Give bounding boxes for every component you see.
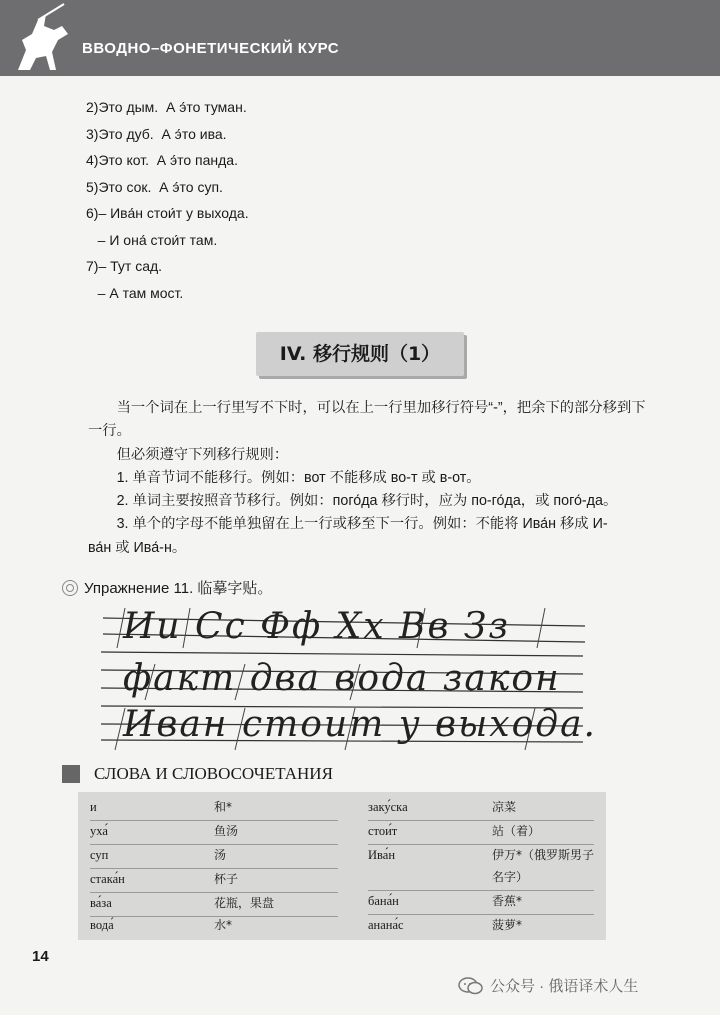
wechat-icon [458,977,484,995]
rule-2: 2. 单词主要按照音节移行。例如：пого́да 移行时，应为 по-го́да，或 пого́-да。 [116,493,618,510]
vocab-zh: 水* [214,918,233,932]
vocab-ru: суп [90,848,109,862]
rule-1: 1. 单音节词不能移行。例如：вот 不能移成 во-т 或 в-от。 [116,469,481,486]
vocab-ru: анана́с [368,918,404,932]
copybook-line-2: факт два вода закон [123,658,561,699]
rules-intro: 当一个词在上一行里写不下时，可以在上一行里加移行符号“-”，把余下的部分移到下一行。 [88,400,646,440]
vocab-row [368,796,598,818]
dialog-line: 3)Это дуб. А э́то ива. [86,125,227,142]
header-title: ВВОДНО–ФОНЕТИЧЕСКИЙ КУРС [82,40,340,57]
hyphenation-rules [88,397,648,560]
vocab-zh: 凉菜 [492,800,517,814]
dialog-line: 6)– Ива́н стои́т у выхода. [86,205,249,221]
vocab-ru: Ива́н [368,848,396,862]
vocab-row-cont [368,866,598,888]
exercise-circle-icon [62,580,78,596]
copybook-lines [95,600,598,760]
vocab-ru: и [90,800,97,814]
vocab-row [90,844,348,866]
page-header [0,0,720,76]
vocab-row [90,914,348,936]
vocab-zh: 站（着） [492,824,541,838]
dialog-line: 7)– Тут сад. [86,258,163,274]
section-title: IV. 移行规则（1） [256,332,464,376]
footer-watermark [458,975,638,996]
dialog-examples [86,94,249,306]
footer-text: 公众号 · 俄语译术人生 [490,978,639,995]
vocab-zh: 伊万*（俄罗斯男子 [492,848,595,862]
exercise-label: Упражнение 11. 临摹字贴。 [84,580,273,597]
dialog-line: – И она́ стои́т там. [86,231,218,248]
vocab-row [368,914,598,936]
vocab-ru: вода́ [90,918,114,932]
rules-lead: 但必须遵守下列移行规则： [116,446,289,463]
vocab-ru: ва́за [90,896,112,910]
vocab-table [78,792,606,940]
copybook-line-3: Иван стоит у выхода. [123,704,598,745]
vocab-row [90,868,348,890]
vocab-zh: 汤 [214,848,227,862]
vocab-row [368,844,598,866]
rule-3-cont: ва́н 或 Ива́-н。 [88,539,187,556]
vocab-row [90,892,348,914]
dialog-line: 5)Это сок. А э́то суп. [86,178,223,195]
vocab-ru: бана́н [368,894,399,908]
page-number: 14 [32,948,49,965]
vocab-ru: стои́т [368,824,398,838]
vocab-zh: 和* [214,800,233,814]
vocab-zh: 香蕉* [492,894,523,908]
vocab-zh: 花瓶，果盘 [214,896,275,910]
vocab-row [90,820,348,842]
vocab-heading [62,764,333,784]
vocab-ru: заку́ска [368,800,408,814]
vocab-ru: уха́ [90,824,108,838]
exercise-heading [62,577,272,598]
vocab-zh: 鱼汤 [214,824,239,838]
vocab-zh: 菠萝* [492,918,523,932]
vocab-zh: 名字） [492,870,529,884]
vocab-row [368,820,598,842]
dialog-line: – А там мост. [86,284,184,301]
square-bullet-icon [62,765,80,783]
vocab-row [368,890,598,912]
vocab-row [90,796,348,818]
vocab-ru: стака́н [90,872,125,886]
dialog-line: 2)Это дым. А э́то туман. [86,99,247,115]
dialog-line: 4)Это кот. А э́то панда. [86,152,238,168]
copybook-line-1: Ии Сс Фф Хх Вв Зз [123,606,510,647]
vocab-heading-text: СЛОВА И СЛОВОСОЧЕТАНИЯ [94,764,333,783]
horse-rider-logo-icon [8,0,88,76]
vocab-zh: 杯子 [214,872,239,886]
rule-3: 3. 单个的字母不能单独留在上一行或移至下一行。例如：不能将 Ива́н 移成 И- [116,516,608,533]
